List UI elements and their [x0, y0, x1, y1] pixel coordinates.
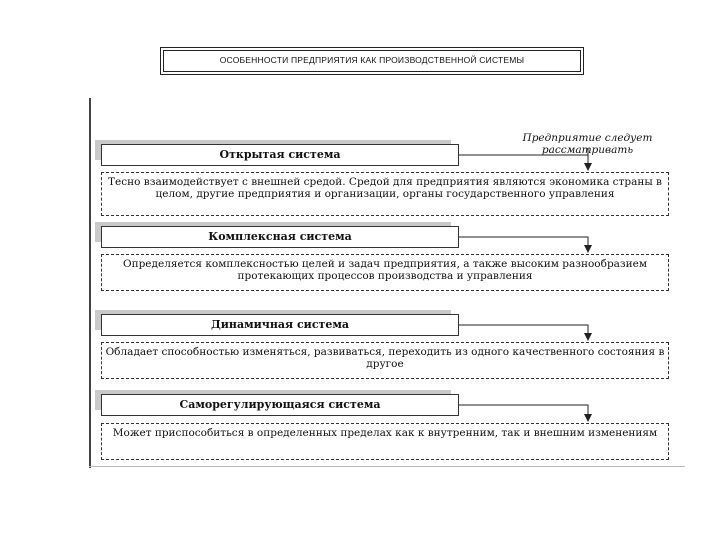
header-open-system: Открытая система: [101, 144, 459, 166]
description-complex-system: Определяется комплексностью целей и задач предприятия, а также высоким разнообразием протекающих процессов производства и управления: [101, 254, 669, 291]
note-text: Предприятие следует рассматривать: [522, 132, 653, 156]
page-title: ОСОБЕННОСТИ ПРЕДПРИЯТИЯ КАК ПРОИЗВОДСТВЕННОЙ СИСТЕМЫ: [219, 55, 525, 65]
header-complex-system: Комплексная система: [101, 226, 459, 248]
description-open-system: Тесно взаимодействует с внешней средой. Средой для предприятия являются экономика страны в целом, другие предприятия и организации, органы государственного управления: [101, 172, 669, 216]
header-dynamic-system: Динамичная система: [101, 314, 459, 336]
description-dynamic-system: Обладает способностью изменяться, развиваться, переходить из одного качественного состояния в другое: [101, 342, 669, 379]
header-selfregulating-system: Саморегулирующаяся система: [101, 394, 459, 416]
description-selfregulating-system: Может приспособиться в определенных пределах как к внутренним, так и внешним изменениям: [101, 423, 669, 460]
arrow-selfregulating: [459, 405, 588, 421]
arrow-dynamic: [459, 325, 588, 340]
arrow-complex: [459, 237, 588, 252]
